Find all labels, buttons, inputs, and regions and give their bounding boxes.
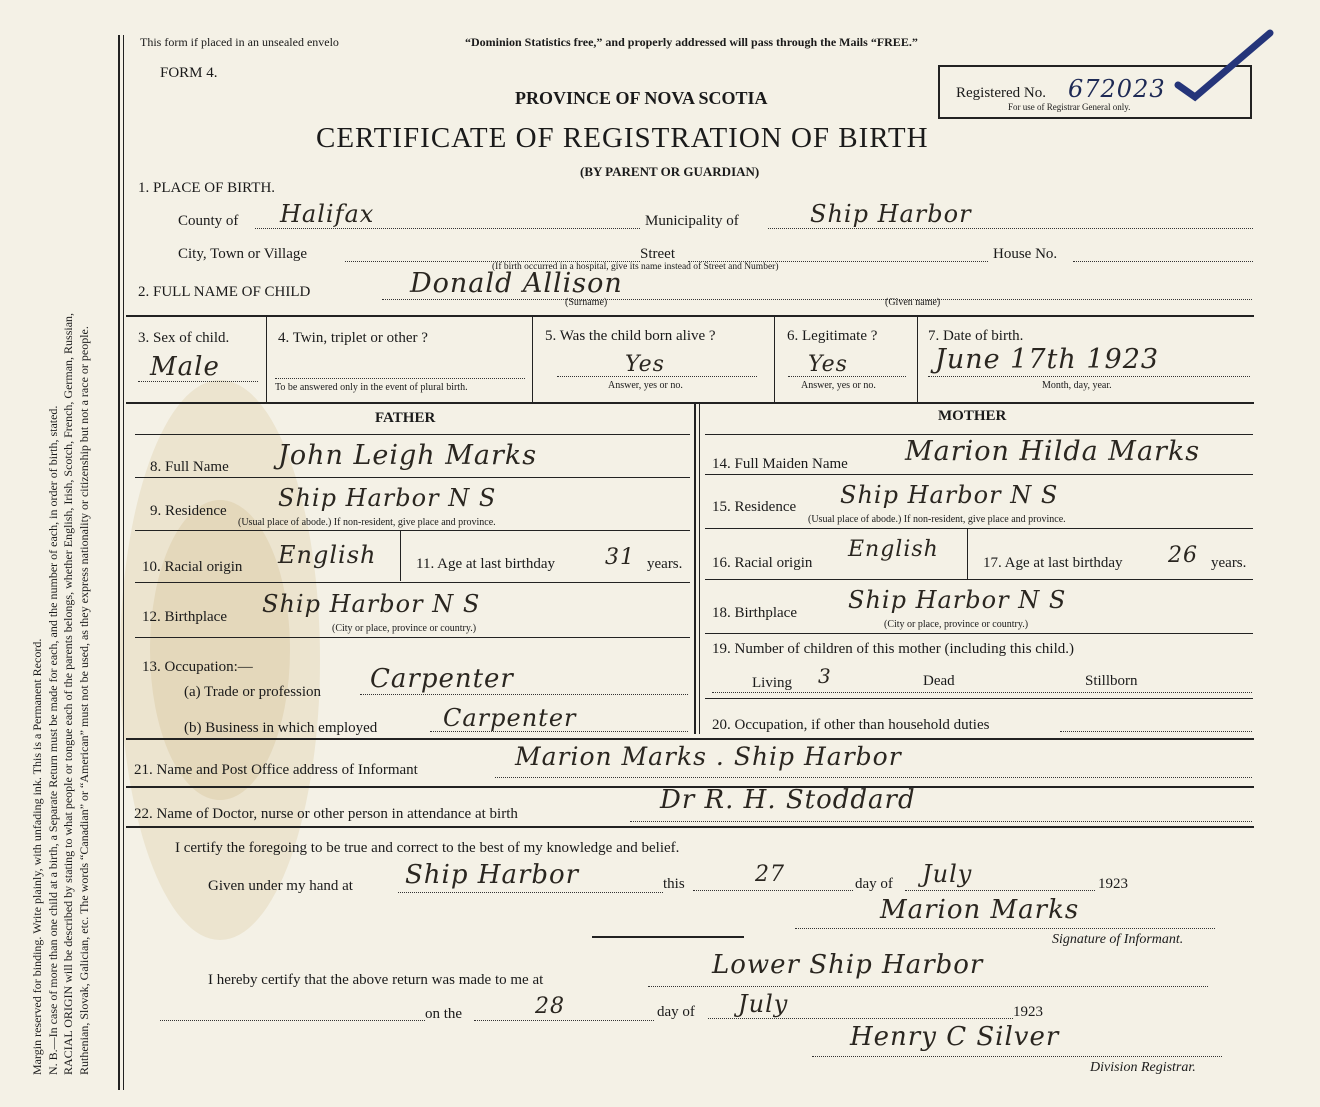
fill-line [712,692,1252,693]
margin-rule [123,35,124,1090]
alive-value: Yes [625,352,665,377]
rule [705,633,1253,634]
rule [135,434,690,435]
fill-line [630,821,1252,822]
given-label: Given under my hand at [208,878,353,894]
fill-line [382,299,1252,300]
mother-age-value: 26 [1168,543,1198,568]
rule [532,317,533,402]
fill-line [928,376,1250,377]
rule [135,477,690,478]
house-label: House No. [993,246,1058,262]
fill-line [138,381,258,382]
mother-years: years. [1211,555,1247,571]
rule [705,528,1253,529]
fill-line [708,1018,1013,1019]
child-name-label: 2. FULL NAME OF CHILD [138,284,311,300]
fill-line [648,986,1208,987]
county-value: Halifax [280,200,375,228]
check-mark-icon [1170,25,1280,105]
mother-race-value: English [848,537,939,562]
registrar-signature: Henry C Silver [850,1022,1060,1052]
rule [126,738,1254,740]
fill-line [255,228,640,229]
living-value: 3 [818,664,832,688]
rule [705,579,1253,580]
page-title: CERTIFICATE OF REGISTRATION OF BIRTH [316,122,929,154]
registrar-place-value: Lower Ship Harbor [712,950,984,980]
margin-line: Margin reserved for binding. Write plainly, with unfading ink. This is a Permanent Record. [30,638,44,1075]
province: PROVINCE OF NOVA SCOTIA [515,88,768,108]
margin-rule [118,35,120,1090]
fill-line [905,890,1095,891]
father-name-label: 8. Full Name [150,459,229,475]
children-label: 19. Number of children of this mother (including this child.) [712,641,1075,657]
fill-line [795,928,1215,929]
dob-caption: Month, day, year. [1042,380,1112,391]
top-notice-2: “Dominion Statistics free,” and properly addressed will pass through the Mails “FREE.” [465,35,918,49]
father-race-label: 10. Racial origin [142,559,243,575]
margin-line: RACIAL ORIGIN will be described by stating to what people or tongue each of the parents belongs, whether English, Irish, Scotch, French, German, Russian, [61,312,75,1075]
mother-name-label: 14. Full Maiden Name [712,456,848,472]
certify-statement: I certify the foregoing to be true and correct to the best of my knowledge and belief. [175,840,680,856]
margin-line: Ruthenian, Slovak, Galician, etc. The words “Canadian” or “American” must not be used, as they express nationality or citizenship but not a race or people. [76,326,91,1075]
doctor-value: Dr R. H. Stoddard [660,785,916,815]
paper-stain [150,500,290,800]
father-res-value: Ship Harbor N S [278,484,497,512]
county-label: County of [178,213,239,229]
mother-res-label: 15. Residence [712,499,797,515]
legit-label: 6. Legitimate ? [787,328,878,344]
given-year: 1923 [1098,876,1128,892]
fill-line [1060,731,1252,732]
alive-caption: Answer, yes or no. [608,380,683,391]
father-heading: FATHER [375,410,436,426]
hospital-note: (If birth occurred in a hospital, give its name instead of Street and Number) [492,262,779,272]
doctor-label: 22. Name of Doctor, nurse or other person in attendance at birth [134,806,518,822]
rule [699,404,700,734]
rule [266,317,267,402]
registrar-day-of-label: day of [657,1004,695,1020]
trade-value: Carpenter [370,664,514,694]
given-place-value: Ship Harbor [405,860,580,890]
stillborn-label: Stillborn [1085,673,1138,689]
given-day-value: 27 [755,862,785,887]
twin-note: To be answered only in the event of plural birth. [275,382,468,393]
rule [705,434,1253,435]
mother-occ-label: 20. Occupation, if other than household duties [712,717,990,733]
fill-line [160,1020,425,1021]
sex-value: Male [150,352,220,382]
rule [705,474,1253,475]
father-bp-label: 12. Birthplace [142,609,227,625]
given-month-value: July [922,860,973,888]
father-name-value: John Leigh Marks [278,440,538,471]
fill-line [768,228,1253,229]
informant-signature: Marion Marks [880,895,1080,925]
mother-bp-value: Ship Harbor N S [848,586,1067,614]
rule [774,317,775,402]
fill-line [1073,261,1253,262]
fill-line [398,892,663,893]
business-value: Carpenter [443,704,577,732]
fill-line [360,694,688,695]
twin-label: 4. Twin, triplet or other ? [278,330,428,346]
registrar-year: 1923 [1013,1004,1043,1020]
rule [705,698,1253,699]
fill-line [275,378,525,379]
mother-race-label: 16. Racial origin [712,555,813,571]
registrar-month-value: July [738,990,789,1018]
legit-caption: Answer, yes or no. [801,380,876,391]
top-notice: This form if placed in an unsealed envelo [140,35,339,49]
rule [126,826,1254,828]
margin-line: N. B.—In case of more than one child at a birth, a Separate Return must be made for each, and the number of each, in order of birth, stated. [45,405,60,1075]
rule [592,936,744,938]
mother-bp-label: 18. Birthplace [712,605,797,621]
father-years: years. [647,556,683,572]
registered-number: 672023 [1068,75,1166,103]
rule [967,529,968,579]
mother-name-value: Marion Hilda Marks [905,436,1201,467]
father-race-value: English [278,541,377,569]
registered-label: Registered No. [956,85,1046,101]
rule [917,317,918,402]
municipality-value: Ship Harbor [810,200,972,228]
rule [135,637,690,638]
this-label: this [663,876,685,892]
subtitle: (BY PARENT OR GUARDIAN) [580,164,760,179]
mother-bp-caption: (City or place, province or country.) [884,619,1029,630]
on-the-label: on the [425,1006,463,1022]
trade-label: (a) Trade or profession [184,684,322,700]
father-res-label: 9. Residence [150,503,227,519]
rule [694,404,696,734]
fill-line [495,777,1252,778]
occupation-label: 13. Occupation:— [142,659,253,675]
rule [126,315,1254,317]
alive-label: 5. Was the child born alive ? [545,328,716,344]
city-label: City, Town or Village [178,246,308,262]
registrar-statement: I hereby certify that the above return was made to me at [208,972,544,988]
mother-res-caption: (Usual place of abode.) If non-resident, give place and province. [808,514,1066,525]
dead-label: Dead [923,673,955,689]
father-age-label: 11. Age at last birthday [416,556,555,572]
street-label: Street [640,246,675,262]
surname-caption: (Surname) [565,297,608,308]
rule [126,402,1254,404]
father-bp-caption: (City or place, province or country.) [332,623,477,634]
day-of-label: day of [855,876,893,892]
legit-value: Yes [808,352,848,377]
mother-res-value: Ship Harbor N S [840,481,1059,509]
father-bp-value: Ship Harbor N S [262,590,481,618]
given-caption: (Given name) [885,297,941,308]
sex-label: 3. Sex of child. [138,330,230,346]
informant-sig-caption: Signature of Informant. [1052,932,1184,947]
registrar-day-value: 28 [535,994,565,1019]
fill-line [788,376,906,377]
living-label: Living [752,675,792,691]
fill-line [693,890,853,891]
child-name-value: Donald Allison [410,268,623,299]
dob-label: 7. Date of birth. [928,328,1024,344]
fill-line [557,376,757,377]
business-label: (b) Business in which employed [184,720,378,736]
rule [135,530,690,531]
registrar-note: For use of Registrar General only. [1008,102,1131,112]
mother-age-label: 17. Age at last birthday [983,555,1123,571]
fill-line [812,1056,1222,1057]
fill-line [474,1020,654,1021]
father-res-caption: (Usual place of abode.) If non-resident, give place and province. [238,517,496,528]
dob-value: June 17th 1923 [935,344,1160,375]
municipality-label: Municipality of [645,213,739,229]
form-number: FORM 4. [160,65,218,81]
registrar-caption: Division Registrar. [1090,1060,1196,1075]
rule [135,582,690,583]
mother-heading: MOTHER [938,408,1007,424]
informant-label: 21. Name and Post Office address of Informant [134,762,418,778]
place-heading: 1. PLACE OF BIRTH. [138,180,276,196]
rule [400,531,401,581]
margin-instructions [30,35,92,1075]
father-age-value: 31 [605,545,635,570]
informant-value: Marion Marks . Ship Harbor [515,742,902,771]
